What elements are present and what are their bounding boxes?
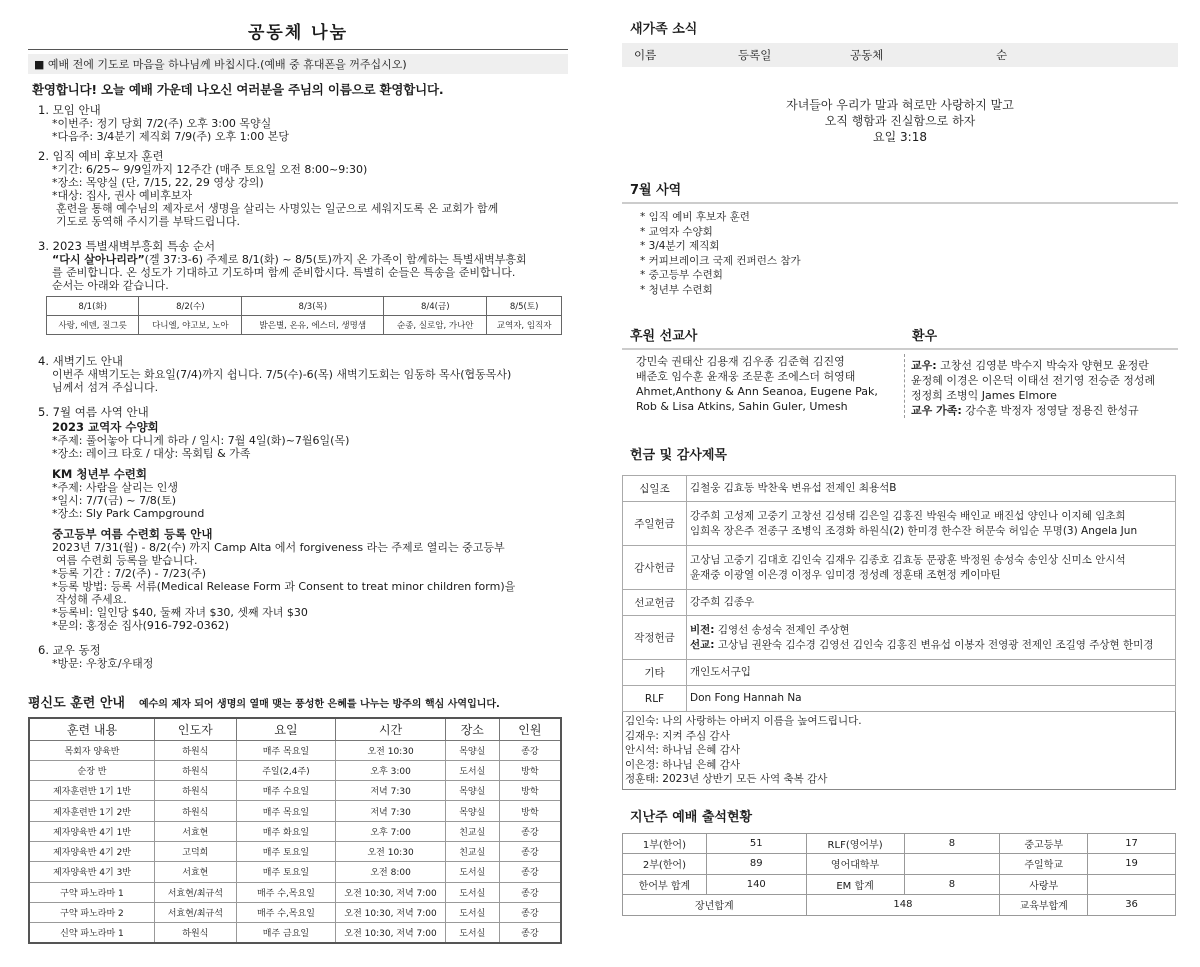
- table-cell: 140: [706, 874, 806, 895]
- table-cell: 친교실: [445, 821, 499, 841]
- sub-heading: KM 청년부 수련회: [52, 467, 148, 481]
- column-header: 요일: [236, 718, 336, 740]
- section-line: 작성해 주세요.: [56, 593, 127, 606]
- table-cell: EM 합계: [806, 874, 904, 895]
- offering-label: 주일헌금: [623, 502, 687, 546]
- table-cell: 제자양육반 4기 3반: [29, 862, 154, 882]
- table-row: [29, 801, 561, 821]
- table-row: [29, 760, 561, 780]
- revival-schedule-table: [46, 296, 562, 335]
- section-heading: 2. 임직 예비 후보자 훈련: [38, 149, 164, 163]
- table-cell: 종강: [499, 862, 561, 882]
- sick-title: 환우: [904, 325, 1178, 350]
- welcome-message: 환영합니다! 오늘 예배 가운데 나오신 여러분을 주님의 이름으로 환영합니다.: [32, 82, 444, 97]
- table-cell: 서효현/최규석: [154, 902, 236, 922]
- section-line: *장소: 레이크 타호 / 대상: 목회팀 & 가족: [52, 447, 251, 460]
- offering-label: 감사헌금: [623, 546, 687, 590]
- worship-notice: ■ 예배 전에 기도로 마음을 하나님께 바칩시다.(예배 중 휴대폰을 꺼주십시오): [28, 54, 568, 74]
- table-cell: 매주 목요일: [236, 801, 336, 821]
- table-cell: 오전 8:00: [336, 862, 446, 882]
- section-line: *장소: 목양실 (단, 7/15, 22, 29 영상 강의): [52, 176, 264, 189]
- table-cell: 다니엘, 야고보, 노아: [139, 316, 242, 335]
- table-cell: 8: [904, 874, 1000, 895]
- july-ministry-list: [622, 210, 1178, 297]
- missions-and-sick: [622, 325, 1178, 418]
- column-header: 등록일: [738, 48, 772, 62]
- table-row: [623, 476, 1176, 502]
- section-line: *등록 방법: 등록 서류(Medical Release Form 과 Consent to treat minor children form)을: [52, 580, 516, 593]
- table-cell: 도서실: [445, 923, 499, 943]
- table-cell: 순장 반: [29, 760, 154, 780]
- table-cell: 하원식: [154, 740, 236, 760]
- table-row: [29, 821, 561, 841]
- offering-label: 선교헌금: [623, 590, 687, 616]
- table-cell: 매주 수,목요일: [236, 882, 336, 902]
- table-row: [623, 502, 1176, 546]
- table-row: [29, 841, 561, 861]
- table-cell: 저녁 7:30: [336, 781, 446, 801]
- table-cell: 89: [706, 854, 806, 875]
- table-cell: 오후 7:00: [336, 821, 446, 841]
- left-page: [28, 14, 568, 954]
- column-header: 공동체: [850, 48, 884, 62]
- section-line: *다음주: 3/4분기 제직회 7/9(주) 오후 1:00 본당: [52, 130, 290, 143]
- list-item: * 임직 예비 후보자 훈련: [640, 211, 750, 223]
- column-header: 훈련 내용: [29, 718, 154, 740]
- table-cell: 하원식: [154, 801, 236, 821]
- newfamily-title: 새가족 소식: [630, 22, 698, 37]
- revival-theme: “다시 살아나리라”: [52, 253, 145, 266]
- attendance-title: 지난주 예배 출석현황: [630, 809, 753, 825]
- table-cell: 서효현: [154, 862, 236, 882]
- column-header: 인원: [499, 718, 561, 740]
- table-cell: RLF(영어부): [806, 833, 904, 854]
- table-cell: 사랑, 에덴, 질그릇: [47, 316, 139, 335]
- table-cell: 하원식: [154, 760, 236, 780]
- table-row: [623, 546, 1176, 590]
- table-row: [29, 923, 561, 943]
- table-cell: 밝은별, 온유, 에스더, 생명샘: [242, 316, 384, 335]
- section-line: *문의: 홍정순 집사(916-792-0362): [52, 619, 230, 632]
- table-cell: 목양실: [445, 740, 499, 760]
- table-cell: 제자훈련반 1기 1반: [29, 781, 154, 801]
- training-table: [28, 717, 562, 944]
- table-cell: 서효현: [154, 821, 236, 841]
- offering-names: 강주희 김종우: [687, 590, 1176, 616]
- offering-names: 김철웅 김효동 박찬욱 변유섭 전제인 최용석B: [687, 476, 1176, 502]
- list-item: * 중고등부 수련회: [640, 269, 723, 281]
- table-cell: 8/3(목): [242, 297, 384, 316]
- table-cell: 하원식: [154, 923, 236, 943]
- section-line: *등록 기간 : 7/2(주) - 7/23(주): [52, 567, 206, 580]
- table-cell: [904, 854, 1000, 875]
- section-line: 님께서 섬겨 주십니다.: [52, 381, 159, 394]
- table-row: [623, 590, 1176, 616]
- table-cell: 구약 파노라마 1: [29, 882, 154, 902]
- offering-label: 십일조: [623, 476, 687, 502]
- missionaries-list: 강민숙 권태산 김용재 김우종 김준혁 김진영 배준호 임수훈 윤재웅 조문훈 조에스더 허영태 Ahmet,Anthony & Ann Seanoa, Eugene Pak, Rob & Lisa Atkins, Sahin Guler, Umesh: [636, 355, 878, 413]
- section-line: 훈련을 통해 예수님의 제자로서 생명을 살리는 사명있는 일군으로 세워지도록 온 교회가 함께: [56, 202, 499, 215]
- table-cell: 19: [1088, 854, 1176, 875]
- table-row: [29, 902, 561, 922]
- section-line: *방문: 우창호/우태정: [52, 657, 154, 670]
- sub-heading: 중고등부 여름 수련회 등록 안내: [52, 527, 213, 541]
- list-item: * 청년부 수련회: [640, 283, 713, 296]
- table-cell: 매주 목요일: [236, 740, 336, 760]
- table-cell: 종강: [499, 841, 561, 861]
- column-header: 순: [996, 48, 1008, 62]
- table-cell: 매주 토요일: [236, 862, 336, 882]
- table-cell: 도서실: [445, 862, 499, 882]
- table-row: [623, 686, 1176, 712]
- section-line: *이번주: 정기 당회 7/2(주) 오후 3:00 목양실: [52, 117, 272, 130]
- table-cell: 한어부 합계: [623, 874, 707, 895]
- table-cell: 1부(한어): [623, 833, 707, 854]
- table-cell: 종강: [499, 902, 561, 922]
- table-cell: 주일(2,4주): [236, 760, 336, 780]
- offering-names: 고상님 고중기 김대호 김인숙 김재우 김종호 김효동 문광훈 박정원 송성숙 송인상 신미소 안시석 윤재중 이광열 이은경 이정우 임미경 정성례 정훈태 조현정 케이마틴: [687, 546, 1176, 590]
- section-heading: 1. 모임 안내: [38, 103, 101, 117]
- list-item: * 커피브레이크 국제 컨퍼런스 참가: [640, 254, 801, 267]
- right-page: [622, 18, 1178, 953]
- offering-title: 헌금 및 감사제목: [630, 448, 727, 463]
- section-revival: [38, 240, 568, 292]
- table-row: [623, 874, 1176, 895]
- table-cell: 중고등부: [1000, 833, 1088, 854]
- table-cell: 종강: [499, 923, 561, 943]
- section-line: 2023년 7/31(월) - 8/2(수) 까지 Camp Alta 에서 forgiveness 라는 주제로 열리는 중고등부: [52, 541, 505, 554]
- column-header: 시간: [336, 718, 446, 740]
- table-cell: 교육부합계: [1000, 895, 1088, 916]
- table-row: [29, 862, 561, 882]
- section-line: *대상: 집사, 권사 예비후보자: [52, 189, 193, 202]
- table-cell: 8: [904, 833, 1000, 854]
- table-cell: 제자양육반 4기 2반: [29, 841, 154, 861]
- table-cell: 오전 10:30: [336, 740, 446, 760]
- table-cell: 제자양육반 4기 1반: [29, 821, 154, 841]
- table-cell: 매주 토요일: [236, 841, 336, 861]
- table-cell: 하원식: [154, 781, 236, 801]
- section-line: 여름 수련회 등록을 받습니다.: [56, 554, 198, 567]
- table-cell: 장년합계: [623, 895, 807, 916]
- sub-heading: 2023 교역자 수양회: [52, 420, 159, 434]
- table-cell: 도서실: [445, 760, 499, 780]
- table-cell: 51: [706, 833, 806, 854]
- table-cell: 목회자 양육반: [29, 740, 154, 760]
- table-cell: 오전 10:30: [336, 841, 446, 861]
- table-cell: 사랑부: [1000, 874, 1088, 895]
- table-cell: 오전 10:30, 저녁 7:00: [336, 882, 446, 902]
- offering-table: [622, 475, 1176, 712]
- section-line: 이번주 새벽기도는 화요일(7/4)까지 쉽니다. 7/5(수)-6(목) 새벽기도회는 임동하 목사(협동목사): [52, 368, 512, 381]
- table-cell: 8/1(화): [47, 297, 139, 316]
- table-row: [623, 895, 1176, 916]
- table-row: [623, 660, 1176, 686]
- attendance-table: [622, 833, 1176, 916]
- table-cell: 목양실: [445, 801, 499, 821]
- table-row: [29, 781, 561, 801]
- section-line: *등록비: 일인당 $40, 둘째 자녀 $30, 셋째 자녀 $30: [52, 606, 308, 619]
- table-cell: 17: [1088, 833, 1176, 854]
- section-line: *장소: Sly Park Campground: [52, 507, 205, 520]
- section-heading: 3. 2023 특별새벽부흥회 특송 순서: [38, 239, 216, 253]
- offering-names: Don Fong Hannah Na: [687, 686, 1176, 712]
- newfamily-header-row: [622, 43, 1178, 67]
- table-row: [623, 833, 1176, 854]
- table-cell: 8/4(금): [384, 297, 487, 316]
- section-member-news: [38, 644, 568, 670]
- table-cell: 주일학교: [1000, 854, 1088, 875]
- list-item: * 교역자 수양회: [640, 225, 713, 238]
- table-cell: 종강: [499, 882, 561, 902]
- table-cell: 친교실: [445, 841, 499, 861]
- table-cell: 도서실: [445, 882, 499, 902]
- section-line: “다시 살아나리라”(겔 37:3-6) 주제로 8/1(화) ~ 8/5(토)까지 온 가족이 함께하는 특별새벽부흥회: [52, 253, 527, 266]
- table-cell: 도서실: [445, 902, 499, 922]
- offering-names: 개인도서구입: [687, 660, 1176, 686]
- section-heading: 6. 교우 동정: [38, 643, 101, 657]
- table-cell: 36: [1088, 895, 1176, 916]
- table-cell: 제자훈련반 1기 2반: [29, 801, 154, 821]
- table-cell: 저녁 7:30: [336, 801, 446, 821]
- table-cell: 교역자, 임직자: [487, 316, 562, 335]
- bible-verse: 자녀들아 우리가 말과 혀로만 사랑하지 말고 오직 행함과 진실함으로 하자 요일 3:18: [786, 98, 1014, 144]
- table-row: [623, 616, 1176, 660]
- missionaries-title: 후원 선교사: [622, 325, 904, 350]
- thanks-notes: 김인숙: 나의 사랑하는 아버지 이름을 높여드립니다. 김재우: 지켜 주심 감사 안시석: 하나님 은혜 감사 이은경: 하나님 은혜 감사 정훈태: 2023년 상반기 모든 사역 축복 감사: [622, 712, 1176, 790]
- table-cell: 148: [806, 895, 1000, 916]
- section-line: *일시: 7/7(금) ~ 7/8(토): [52, 494, 176, 507]
- table-cell: 신약 파노라마 1: [29, 923, 154, 943]
- table-cell: 순종, 실로암, 가나안: [384, 316, 487, 335]
- section-line: 기도로 동역해 주시기를 부탁드립니다.: [56, 215, 241, 228]
- offering-label: 기타: [623, 660, 687, 686]
- column-header: 이름: [634, 48, 657, 62]
- table-cell: 매주 수,목요일: [236, 902, 336, 922]
- section-officer-training: [38, 150, 568, 228]
- table-cell: 오전 10:30, 저녁 7:00: [336, 923, 446, 943]
- section-heading: 5. 7월 여름 사역 안내: [38, 405, 149, 419]
- page-title: 공동체 나눔: [28, 14, 568, 50]
- list-item: * 3/4분기 제직회: [640, 240, 720, 252]
- table-cell: [1088, 874, 1176, 895]
- table-cell: 매주 금요일: [236, 923, 336, 943]
- table-cell: 8/5(토): [487, 297, 562, 316]
- table-cell: 고덕희: [154, 841, 236, 861]
- table-cell: 서효현/최규석: [154, 882, 236, 902]
- table-cell: 영어대학부: [806, 854, 904, 875]
- training-subtitle: 예수의 제자 되어 생명의 열매 맺는 풍성한 은혜를 나누는 방주의 핵심 사역입니다.: [138, 699, 500, 710]
- training-title: 평신도 훈련 안내: [28, 696, 125, 711]
- table-cell: 구약 파노라마 2: [29, 902, 154, 922]
- section-line: *기간: 6/25~ 9/9일까지 12주간 (매주 토요일 오전 8:00~9:30): [52, 163, 368, 176]
- offering-label: RLF: [623, 686, 687, 712]
- section-heading: 4. 새벽기도 안내: [38, 354, 123, 368]
- section-meetings: [38, 104, 568, 143]
- sick-list: 교우: 고창선 김영분 박수지 박숙자 양현모 윤정란 윤정혜 이경은 이은덕 이태선 전기영 전승준 정성례 정정희 조병익 James Elmore 교우 가족: 강수훈 박정자 정영달 정용진 한성규: [904, 354, 1178, 418]
- column-header: 장소: [445, 718, 499, 740]
- section-line: *주제: 풀어놓아 다니게 하라 / 일시: 7월 4일(화)~7월6일(목): [52, 434, 350, 447]
- table-cell: 목양실: [445, 781, 499, 801]
- table-cell: 방학: [499, 760, 561, 780]
- offering-label: 작정헌금: [623, 616, 687, 660]
- table-cell: 방학: [499, 801, 561, 821]
- table-cell: 오후 3:00: [336, 760, 446, 780]
- section-line: 를 준비합니다. 온 성도가 기대하고 기도하며 함께 준비합시다. 특별히 순들은 특송을 준비합니다.: [52, 266, 516, 279]
- section-dawn-prayer: [38, 355, 568, 394]
- table-cell: 2부(한어): [623, 854, 707, 875]
- table-cell: 종강: [499, 740, 561, 760]
- column-header: 인도자: [154, 718, 236, 740]
- offering-names: 강주희 고성제 고중기 고창선 김성태 김은일 김홍진 박원숙 배인교 배진섭 양인나 이지혜 임초희 임희옥 장은주 전종구 조병익 조경화 하원식(2) 한미경 한수잔 허문숙 허임순 무명(3) Angela Jun: [687, 502, 1176, 546]
- table-cell: 매주 수요일: [236, 781, 336, 801]
- section-line: *주제: 사람을 살리는 인생: [52, 481, 178, 494]
- section-line: 순서는 아래와 같습니다.: [52, 279, 169, 292]
- table-cell: 8/2(수): [139, 297, 242, 316]
- training-header: [28, 692, 568, 711]
- table-cell: 오전 10:30, 저녁 7:00: [336, 902, 446, 922]
- section-summer: [38, 406, 568, 632]
- table-row: [29, 740, 561, 760]
- july-ministry-title: 7월 사역: [622, 179, 1178, 204]
- table-cell: 종강: [499, 821, 561, 841]
- table-cell: 방학: [499, 781, 561, 801]
- offering-names: 비전: 김영선 송성숙 전제인 주상현 선교: 고상님 권완숙 김수경 김영선 김인숙 김홍진 변유섭 이봉자 전영광 전제인 조길영 주상현 한미경: [687, 616, 1176, 660]
- table-row: [29, 882, 561, 902]
- table-cell: 매주 화요일: [236, 821, 336, 841]
- table-row: [623, 854, 1176, 875]
